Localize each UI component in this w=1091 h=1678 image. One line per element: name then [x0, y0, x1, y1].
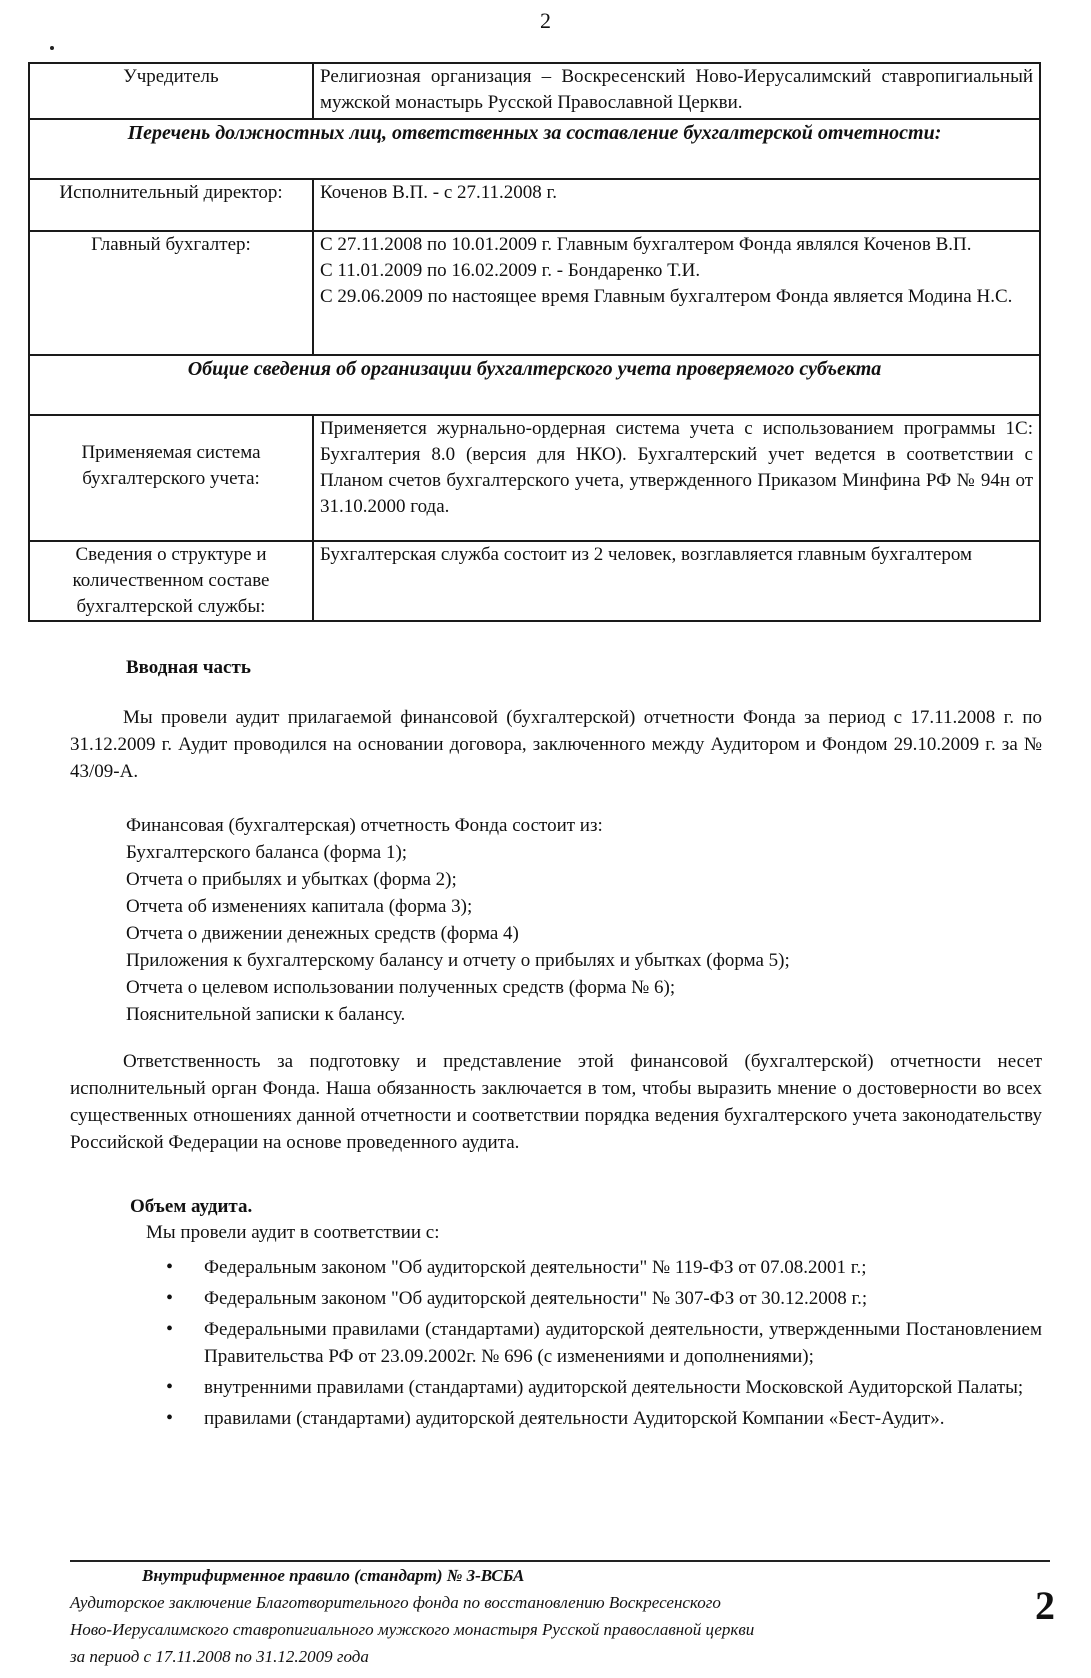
system-label: Применяемая система бухгалтерского учета:: [29, 415, 313, 541]
intro-title: Вводная часть: [126, 657, 251, 678]
list-item: Отчета о целевом использовании полученных средств (форма № 6);: [126, 977, 676, 998]
table-row: [29, 355, 1040, 415]
scope-title: Объем аудита.: [130, 1196, 253, 1217]
list-item: Приложения к бухгалтерскому балансу и отчету о прибылях и убытках (форма 5);: [126, 950, 790, 971]
table-row: [29, 63, 1040, 119]
list-item: Отчета о движении денежных средств (форма 4): [126, 923, 519, 944]
intro-paragraph-1: Мы провели аудит прилагаемой финансовой (бухгалтерской) отчетности Фонда за период с 17.11.2008 г. по 31.12.2009 г. Аудит проводился на основании договора, заключенного между Аудитором и Фондом 29.10.2009 г. за № 43/09-А.: [70, 707, 1042, 782]
intro-paragraph-2: Ответственность за подготовку и представление этой финансовой (бухгалтерской) отчетности несет исполнительный орган Фонда. Наша обязанность заключается в том, чтобы выразить мнение о достоверности во всех существенных отношениях данной отчетности и соответствии порядка ведения бухгалтерского учета законодательству Российской Федерации на основе проведенного аудита.: [70, 1051, 1042, 1153]
director-value: Коченов В.П. - с 27.11.2008 г.: [313, 179, 1040, 231]
scan-dot: [50, 46, 54, 50]
structure-label: Сведения о структуре и количественном составе бухгалтерской службы:: [29, 541, 313, 621]
director-label: Исполнительный директор:: [29, 179, 313, 231]
footer-page-number: 2: [1035, 1583, 1055, 1628]
report-forms-list: [126, 812, 1042, 1028]
footer-line: Ново-Иерусалимского ставропигиального мужского монастыря Русской православной церкви: [70, 1620, 755, 1639]
accountant-value: [313, 231, 1040, 355]
list-item: • внутренними правилами (стандартами) аудиторской деятельности Московской Аудиторской Палаты;: [160, 1374, 1042, 1401]
accountant-line-2: С 11.01.2009 по 16.02.2009 г. - Бондаренко Т.И.: [320, 260, 701, 281]
accountant-label: Главный бухгалтер:: [29, 231, 313, 355]
footer-line: Аудиторское заключение Благотворительного фонда по восстановлению Воскресенского: [70, 1593, 721, 1612]
table-row: [29, 119, 1040, 179]
footer-line: за период с 17.11.2008 по 31.12.2009 года: [70, 1647, 369, 1666]
table-row: [29, 231, 1040, 355]
founder-value: Религиозная организация – Воскресенский Ново-Иерусалимский ставропигиальный мужской монастырь Русской Православной Церкви.: [313, 63, 1040, 119]
list-item: Отчета о прибылях и убытках (форма 2);: [126, 869, 457, 890]
founder-label: Учредитель: [29, 63, 313, 119]
table-row: [29, 541, 1040, 621]
list-item: Отчета об изменениях капитала (форма 3);: [126, 896, 473, 917]
list-item: • правилами (стандартами) аудиторской деятельности Аудиторской Компании «Бест-Аудит».: [160, 1405, 1042, 1432]
table-row: [29, 415, 1040, 541]
organization-info-table: [28, 62, 1041, 622]
accountant-line-1: С 27.11.2008 по 10.01.2009 г. Главным бухгалтером Фонда являлся Коченов В.П.: [320, 234, 972, 255]
table-row: [29, 179, 1040, 231]
general-info-header: Общие сведения об организации бухгалтерского учета проверяемого субъекта: [29, 355, 1040, 415]
accountant-line-3: С 29.06.2009 по настоящее время Главным бухгалтером Фонда является Модина Н.С.: [320, 286, 1013, 307]
list-item: Бухгалтерского баланса (форма 1);: [126, 842, 408, 863]
scope-intro: Мы провели аудит в соответствии с:: [146, 1222, 440, 1243]
page-number: 2: [540, 8, 551, 33]
officials-header: Перечень должностных лиц, ответственных за составление бухгалтерской отчетности:: [29, 119, 1040, 179]
list-item: • Федеральным законом "Об аудиторской деятельности" № 119-ФЗ от 07.08.2001 г.;: [160, 1254, 1042, 1281]
footer-standard: Внутрифирменное правило (стандарт) № 3-ВСБА: [142, 1566, 525, 1585]
list-item: Пояснительной записки к балансу.: [126, 1004, 406, 1025]
list-item: • Федеральными правилами (стандартами) аудиторской деятельности, утвержденными Постановлением Правительства РФ от 23.09.2002г. № 696 (с изменениями и дополнениями);: [160, 1316, 1042, 1370]
list-intro: Финансовая (бухгалтерская) отчетность Фонда состоит из:: [126, 815, 603, 836]
system-value: Применяется журнально-ордерная система учета с использованием программы 1С: Бухгалтерия 8.0 (версия для НКО). Бухгалтерский учет ведется в соответствии с Планом счетов бухгалтерского учета, утвержденного Приказом Минфина РФ № 94н от 31.10.2000 года.: [313, 415, 1040, 541]
footer: [70, 1562, 990, 1670]
list-item: • Федеральным законом "Об аудиторской деятельности" № 307-ФЗ от 30.12.2008 г.;: [160, 1285, 1042, 1312]
scope-list: [160, 1254, 1042, 1436]
structure-value: Бухгалтерская служба состоит из 2 человек, возглавляется главным бухгалтером: [313, 541, 1040, 621]
